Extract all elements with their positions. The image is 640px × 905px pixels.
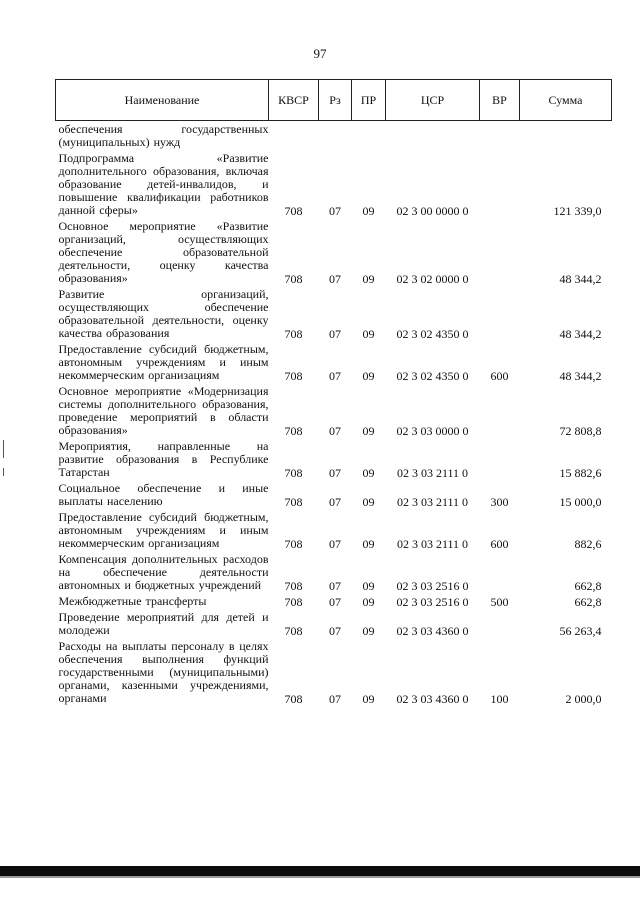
cell-kvsr: 708	[284, 424, 303, 438]
cell-rz: 07	[329, 595, 341, 609]
cell-name: Предоставление субсидий бюджетным, автономным учреждениям и иным некоммерческим организациям	[58, 510, 269, 550]
header-rz: Рз	[319, 80, 352, 121]
cell-rz: 07	[329, 537, 341, 551]
cell-sum: 48 344,2	[559, 327, 602, 341]
cell-name: Проведение мероприятий для детей и молодежи	[58, 610, 269, 637]
cell-pr: 09	[362, 424, 375, 438]
cell-kvsr: 708	[284, 369, 303, 383]
scan-bottom-shadow	[0, 876, 640, 878]
cell-csr: 02 3 03 2516 0	[396, 595, 469, 609]
cell-csr: 02 3 03 2111 0	[396, 537, 469, 551]
cell-rz: 07	[329, 692, 341, 706]
cell-csr: 02 3 02 0000 0	[396, 272, 469, 286]
cell-vr: 300	[490, 495, 509, 509]
cell-sum: 48 344,2	[559, 369, 602, 383]
cell-vr: 600	[490, 537, 509, 551]
cell-name: Развитие организаций, осуществляющих обеспечение образовательной деятельности, оценку качества образования	[58, 287, 269, 340]
cell-vr	[480, 438, 520, 480]
cell-vr: 500	[490, 595, 509, 609]
cell-sum: 72 808,8	[559, 424, 602, 438]
header-name: Наименование	[56, 80, 269, 121]
cell-csr: 02 3 03 4360 0	[396, 624, 469, 638]
cell-pr	[352, 121, 386, 151]
cell-name: Социальное обеспечение и иные выплаты населению	[58, 481, 269, 508]
cell-sum: 15 000,0	[559, 495, 602, 509]
cell-pr: 09	[362, 272, 375, 286]
cell-vr	[480, 150, 520, 218]
cell-vr	[480, 121, 520, 151]
cell-kvsr: 708	[284, 495, 303, 509]
table-row	[56, 509, 612, 551]
cell-pr: 09	[362, 204, 375, 218]
cell-kvsr: 708	[284, 595, 303, 609]
cell-rz: 07	[329, 272, 341, 286]
cell-rz: 07	[329, 624, 341, 638]
cell-sum: 662,8	[574, 579, 602, 593]
cell-pr: 09	[362, 595, 375, 609]
cell-csr: 02 3 00 0000 0	[396, 204, 469, 218]
cell-pr: 09	[362, 537, 375, 551]
cell-rz: 07	[329, 495, 341, 509]
cell-csr: 02 3 03 2516 0	[396, 579, 469, 593]
cell-kvsr: 708	[284, 537, 303, 551]
cell-name: Основное мероприятие «Развитие организаций, осуществляющих обеспечение образовательной деятельности, оценку качества образования»	[58, 219, 269, 285]
cell-sum: 2 000,0	[565, 692, 602, 706]
table-header-row	[56, 80, 612, 121]
table-row	[56, 438, 612, 480]
cell-pr: 09	[362, 495, 375, 509]
cell-name: обеспечения государственных (муниципальных) нужд	[58, 122, 269, 149]
cell-vr: 600	[490, 369, 509, 383]
scan-bottom-edge	[0, 866, 640, 876]
cell-kvsr	[269, 121, 319, 151]
cell-name: Предоставление субсидий бюджетным, автономным учреждениям и иным некоммерческим организациям	[58, 342, 269, 382]
budget-table	[55, 79, 612, 706]
cell-csr: 02 3 02 4350 0	[396, 369, 469, 383]
table-row	[56, 551, 612, 593]
cell-vr	[480, 218, 520, 286]
cell-sum: 662,8	[574, 595, 602, 609]
cell-sum: 15 882,6	[559, 466, 602, 480]
header-sum: Сумма	[520, 80, 612, 121]
cell-vr	[480, 286, 520, 341]
cell-name: Мероприятия, направленные на развитие образования в Республике Татарстан	[58, 439, 269, 479]
cell-csr: 02 3 03 0000 0	[396, 424, 469, 438]
cell-csr: 02 3 03 2111 0	[396, 495, 469, 509]
cell-rz: 07	[329, 579, 341, 593]
table-row	[56, 150, 612, 218]
table-row	[56, 383, 612, 438]
cell-sum: 48 344,2	[559, 272, 602, 286]
table-row	[56, 593, 612, 609]
cell-sum: 121 339,0	[553, 204, 602, 218]
table-row	[56, 121, 612, 151]
cell-pr: 09	[362, 624, 375, 638]
cell-rz: 07	[329, 466, 341, 480]
cell-kvsr: 708	[284, 579, 303, 593]
table-row	[56, 609, 612, 638]
table-row	[56, 218, 612, 286]
cell-rz: 07	[329, 369, 341, 383]
table-row	[56, 480, 612, 509]
cell-kvsr: 708	[284, 466, 303, 480]
cell-pr: 09	[362, 369, 375, 383]
scan-edge-mark	[3, 468, 4, 476]
cell-vr: 100	[490, 692, 509, 706]
header-csr: ЦСР	[386, 80, 480, 121]
cell-name: Расходы на выплаты персоналу в целях обеспечения выполнения функций государственными (муниципальными) органами, казенными учреждениями, органами	[58, 639, 269, 705]
page-number: 97	[313, 46, 327, 61]
cell-kvsr: 708	[284, 327, 303, 341]
cell-kvsr: 708	[284, 692, 303, 706]
cell-rz	[319, 121, 352, 151]
header-kvsr: КВСР	[269, 80, 319, 121]
cell-rz: 07	[329, 204, 341, 218]
cell-csr: 02 3 02 4350 0	[396, 327, 469, 341]
cell-rz: 07	[329, 424, 341, 438]
cell-name: Подпрограмма «Развитие дополнительного образования, включая образование детей-инвалидов, и повышение квалификации работников данной сферы»	[58, 151, 269, 217]
cell-csr	[386, 121, 480, 151]
cell-pr: 09	[362, 579, 375, 593]
cell-pr: 09	[362, 466, 375, 480]
scan-edge-mark	[3, 440, 4, 458]
cell-sum: 56 263,4	[559, 624, 602, 638]
cell-csr: 02 3 03 4360 0	[396, 692, 469, 706]
cell-rz: 07	[329, 327, 341, 341]
cell-kvsr: 708	[284, 272, 303, 286]
cell-name: Межбюджетные трансферты	[58, 594, 207, 608]
table-row	[56, 286, 612, 341]
cell-vr	[480, 609, 520, 638]
cell-name: Основное мероприятие «Модернизация системы дополнительного образования, проведение мероприятий в области образования»	[58, 384, 269, 437]
header-vr: ВР	[480, 80, 520, 121]
cell-pr: 09	[362, 692, 375, 706]
cell-kvsr: 708	[284, 624, 303, 638]
cell-vr	[480, 551, 520, 593]
cell-kvsr: 708	[284, 204, 303, 218]
cell-csr: 02 3 03 2111 0	[396, 466, 469, 480]
cell-vr	[480, 383, 520, 438]
cell-sum	[520, 121, 612, 151]
cell-name: Компенсация дополнительных расходов на обеспечение деятельности автономных и бюджетных учреждений	[58, 552, 269, 592]
table-row	[56, 638, 612, 706]
header-pr: ПР	[352, 80, 386, 121]
cell-pr: 09	[362, 327, 375, 341]
cell-sum: 882,6	[574, 537, 602, 551]
table-row	[56, 341, 612, 383]
